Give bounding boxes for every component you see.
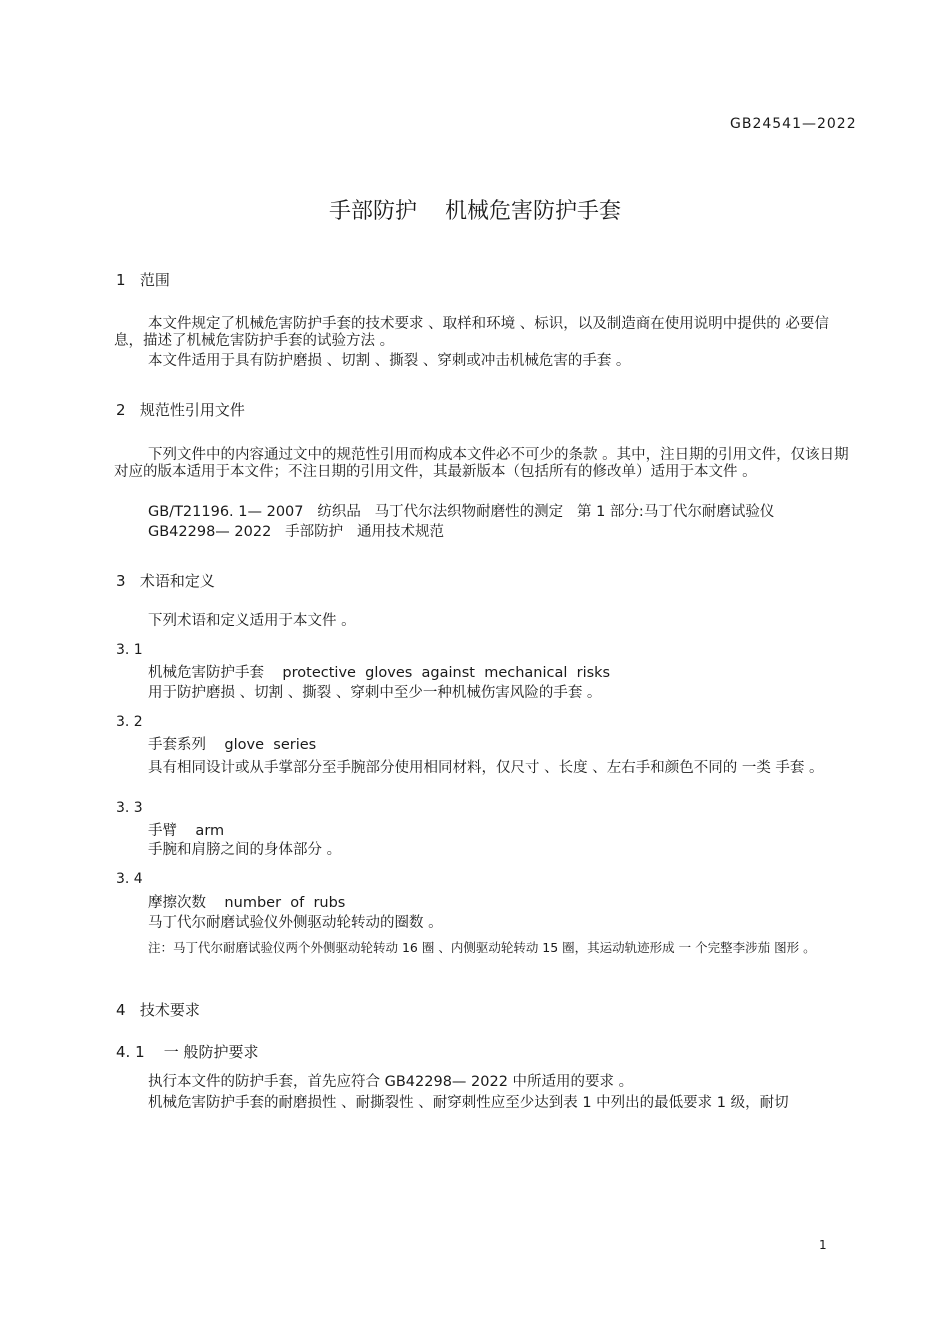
term-3-4-definition: 马丁代尔耐磨试验仪外侧驱动轮转动的圈数 。: [148, 915, 443, 931]
term-3-1-number: 3. 1: [116, 642, 143, 658]
term-3-2-name: 手套系列 glove series: [148, 737, 317, 753]
section-1-heading: 1 范围: [116, 271, 170, 289]
section-2-paragraph-1: 下列文件中的内容通过文中的规范性引用而构成本文件必不可少的条款 。其中，注日期的引用文件，仅该日期对应的版本适用于本文件；不注日期的引用文件，其最新版本（包括所有的修改单）适用于本文件 。: [114, 447, 849, 480]
standard-number: GB24541—2022: [730, 116, 857, 132]
term-3-3-definition: 手腕和肩膀之间的身体部分 。: [148, 842, 342, 858]
term-3-4-number: 3. 4: [116, 871, 143, 887]
term-3-3-number: 3. 3: [116, 800, 143, 816]
section-1-paragraph-1: 本文件规定了机械危害防护手套的技术要求 、取样和环境 、标识，以及制造商在使用说明中提供的 必要信息，描述了机械危害防护手套的试验方法 。: [114, 316, 829, 349]
term-3-2-number: 3. 2: [116, 714, 143, 730]
term-3-2-definition: 具有相同设计或从手掌部分至手腕部分使用相同材料，仅尺寸 、长度 、左右手和颜色不同的 一类 手套 。: [148, 760, 824, 776]
section-1-paragraph-2: 本文件适用于具有防护磨损 、切割 、撕裂 、穿刺或冲击机械危害的手套 。: [148, 353, 631, 369]
document-title: 手部防护 机械危害防护手套: [329, 199, 621, 224]
term-3-3-name: 手臂 arm: [148, 823, 225, 839]
section-2-heading: 2 规范性引用文件: [116, 401, 245, 419]
reference-1: GB/T21196. 1— 2007 纺织品 马丁代尔法织物耐磨性的测定 第 1 部分:马丁代尔耐磨试验仪: [148, 504, 775, 520]
section-4-1-paragraph-2: 机械危害防护手套的耐磨损性 、耐撕裂性 、耐穿刺性应至少达到表 1 中列出的最低要求 1 级，耐切: [148, 1095, 789, 1111]
section-4-1-heading: 4. 1 一 般防护要求: [116, 1043, 259, 1061]
term-3-4-note: 注：马丁代尔耐磨试验仪两个外侧驱动轮转动 16 圈 、内侧驱动轮转动 15 圈，其运动轨迹形成 一 个完整李涉茄 图形 。: [148, 940, 816, 955]
section-4-1-paragraph-1: 执行本文件的防护手套，首先应符合 GB42298— 2022 中所适用的要求 。: [148, 1074, 634, 1090]
section-3-intro: 下列术语和定义适用于本文件 。: [148, 613, 356, 629]
section-4-heading: 4 技术要求: [116, 1001, 200, 1019]
term-3-1-name: 机械危害防护手套 protective gloves against mechanical risks: [148, 665, 611, 681]
term-3-4-name: 摩擦次数 number of rubs: [148, 895, 346, 911]
page-number: 1: [819, 1238, 827, 1252]
reference-2: GB42298— 2022 手部防护 通用技术规范: [148, 524, 444, 540]
section-3-heading: 3 术语和定义: [116, 572, 215, 590]
term-3-1-definition: 用于防护磨损 、切割 、撕裂 、穿刺中至少一种机械伤害风险的手套 。: [148, 685, 602, 701]
